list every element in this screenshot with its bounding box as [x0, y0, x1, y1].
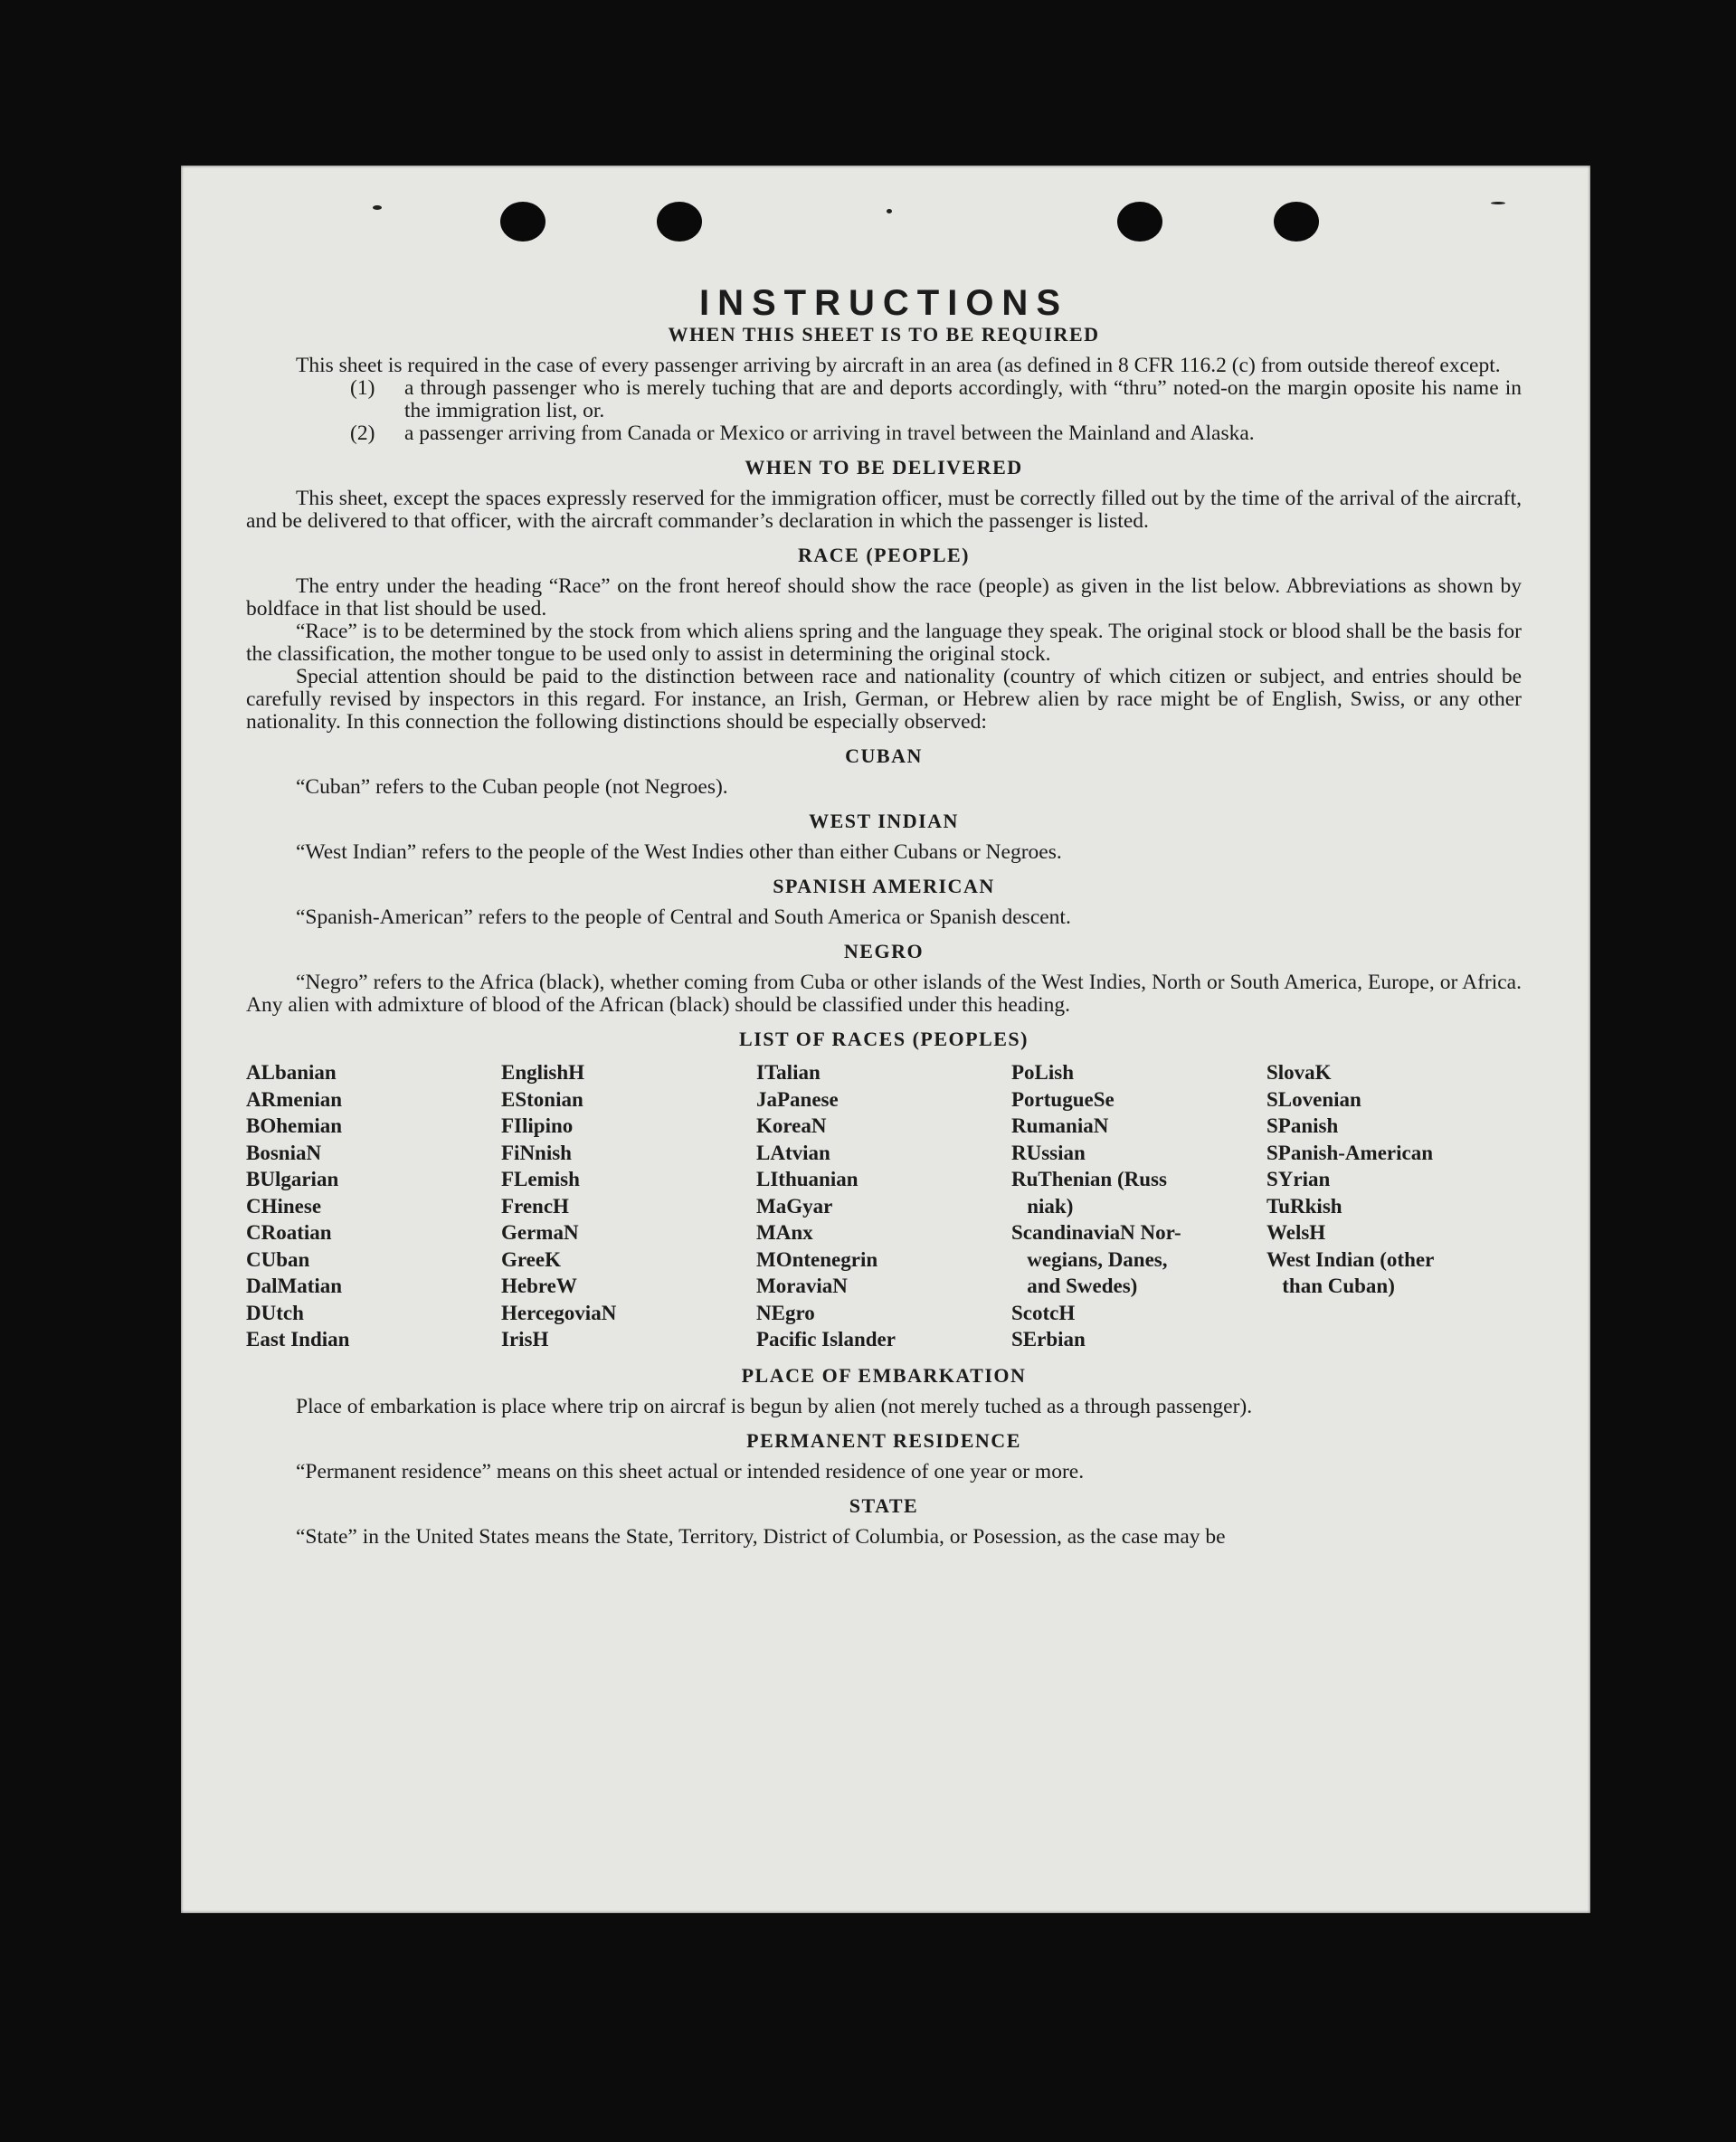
heading-spanish-american: SPANISH AMERICAN	[773, 875, 995, 897]
race-item: IrisH	[501, 1328, 549, 1351]
races-column	[756, 1059, 1011, 1353]
speck	[887, 209, 892, 213]
race-item: FrencH	[501, 1194, 569, 1218]
race-item: PortugueSe	[1011, 1087, 1115, 1111]
page-title: INSTRUCTIONS	[699, 283, 1068, 323]
race-item: GreeK	[501, 1247, 561, 1271]
race-item: BOhemian	[246, 1114, 343, 1137]
race-item: CHinese	[246, 1194, 322, 1218]
heading-embarkation: PLACE OF EMBARKATION	[741, 1363, 1027, 1387]
heading-west-indian: WEST INDIAN	[809, 810, 959, 832]
race-item: ScandinaviaN Nor-	[1011, 1221, 1181, 1244]
exception-list	[246, 377, 1522, 445]
race-item: RumaniaN	[1011, 1114, 1109, 1137]
race-item: EnglishH	[501, 1061, 585, 1084]
race-item: Pacific Islander	[756, 1328, 896, 1351]
item-number: (1)	[350, 376, 375, 400]
cuban-text: “Cuban” refers to the Cuban people (not Negroes).	[296, 775, 728, 799]
speck	[373, 205, 382, 210]
race-item: PoLish	[1011, 1061, 1075, 1084]
race-item: MoraviaN	[756, 1275, 848, 1297]
race-item: MAnx	[756, 1221, 813, 1244]
race-item: niak)	[1011, 1194, 1074, 1218]
when-required-intro: This sheet is required in the case of every passenger arriving by aircraft in an area (as defined in 8 CFR 116.2 (c) from outside thereof except.	[296, 354, 1501, 377]
race-item: BUlgarian	[246, 1168, 339, 1190]
heading-state: STATE	[849, 1493, 919, 1517]
west-indian-text: “West Indian” refers to the people of the West Indies other than either Cubans or Negroes.	[296, 840, 1062, 864]
race-item: LIthuanian	[756, 1168, 859, 1190]
heading-cuban: CUBAN	[845, 744, 923, 767]
race-item: DUtch	[246, 1301, 304, 1324]
race-item: HercegoviaN	[501, 1301, 617, 1324]
race-item: ScotcH	[1011, 1301, 1076, 1324]
race-item: KoreaN	[756, 1114, 827, 1137]
punch-hole	[1117, 202, 1162, 242]
race-item: TuRkish	[1266, 1194, 1342, 1218]
races-column	[1266, 1059, 1522, 1353]
races-column	[501, 1059, 756, 1353]
heading-negro: NEGRO	[843, 940, 925, 962]
race-item: HebreW	[501, 1275, 577, 1297]
item-text: a passenger arriving from Canada or Mexico or arriving in travel between the Mainland and Alaska.	[404, 422, 1255, 445]
race-item: SErbian	[1011, 1328, 1086, 1351]
race-item: ALbanian	[246, 1061, 337, 1084]
race-item: ITalian	[756, 1061, 821, 1084]
embarkation-text: Place of embarkation is place where trip on aircraf is begun by alien (not merely tuched as a through passenger).	[296, 1394, 1253, 1418]
races-list	[246, 1059, 1522, 1353]
race-item: DalMatian	[246, 1275, 343, 1297]
race-item: FiNnish	[501, 1141, 572, 1164]
race-item: FIlipino	[501, 1114, 574, 1137]
heading-when-delivered: WHEN TO BE DELIVERED	[745, 456, 1023, 479]
race-item: RUssian	[1011, 1141, 1086, 1164]
heading-race: RACE (PEOPLE)	[798, 544, 970, 566]
residence-text: “Permanent residence” means on this sheet actual or intended residence of one year or more.	[296, 1459, 1085, 1483]
race-item: wegians, Danes,	[1011, 1247, 1168, 1271]
spanish-american-text: “Spanish-American” refers to the people of Central and South America or Spanish descent.	[296, 905, 1071, 929]
speck	[1491, 202, 1505, 204]
race-item: than Cuban)	[1266, 1275, 1395, 1297]
race-paragraph: Special attention should be paid to the distinction between race and nationality (country of which citizen or subject, and entries should be carefully revised by inspectors in this regard. For instance, an Irish, German, or Hebrew alien by race might be of English, Swiss, or any other nationality. In this connection the following distinctions should be especially observed:	[246, 665, 1522, 734]
exception-item	[350, 422, 1522, 445]
races-column	[246, 1059, 501, 1353]
race-item: FLemish	[501, 1168, 580, 1190]
punch-hole	[500, 202, 545, 242]
race-paragraph: The entry under the heading “Race” on the front hereof should show the race (people) as given in the list below. Abbreviations as shown by boldface in that list should be used.	[246, 574, 1522, 621]
race-item: SLovenian	[1266, 1087, 1361, 1111]
negro-text: “Negro” refers to the Africa (black), whether coming from Cuba or other islands of the West Indies, North or South America, Europe, or Africa. Any alien with admixture of blood of the African (black) should be classified under this heading.	[246, 971, 1522, 1017]
race-item: West Indian (other	[1266, 1247, 1435, 1271]
race-paragraph: “Race” is to be determined by the stock from which aliens spring and the language they speak. The original stock or blood shall be the basis for the classification, the mother tongue to be used only to assist in determining the original stock.	[246, 620, 1522, 666]
race-item: SPanish-American	[1266, 1141, 1433, 1164]
punch-hole	[657, 202, 702, 242]
race-item: RuThenian (Russ	[1011, 1168, 1167, 1190]
when-delivered-text: This sheet, except the spaces expressly reserved for the immigration officer, must be correctly filled out by the time of the arrival of the aircraft, and be delivered to that officer, with the aircraft commander’s declaration in which the passenger is listed.	[246, 487, 1522, 533]
race-item: SlovaK	[1266, 1061, 1332, 1084]
race-item: and Swedes)	[1011, 1275, 1138, 1297]
race-item: GermaN	[501, 1221, 579, 1244]
instructions-content	[246, 283, 1522, 1549]
punch-hole	[1274, 202, 1319, 242]
races-column	[1011, 1059, 1266, 1353]
race-item: ARmenian	[246, 1087, 343, 1111]
item-number: (2)	[350, 422, 375, 445]
race-item: CUban	[246, 1247, 310, 1271]
race-item: JaPanese	[756, 1087, 839, 1111]
heading-list-of-races: LIST OF RACES (PEOPLES)	[739, 1028, 1029, 1050]
heading-permanent-residence: PERMANENT RESIDENCE	[746, 1428, 1021, 1452]
race-item: LAtvian	[756, 1141, 830, 1164]
race-item: BosniaN	[246, 1141, 322, 1164]
exception-item	[350, 377, 1522, 422]
race-item: East Indian	[246, 1328, 350, 1351]
race-item: SYrian	[1266, 1168, 1331, 1190]
race-item: MOntenegrin	[756, 1247, 878, 1271]
race-item: SPanish	[1266, 1114, 1339, 1137]
heading-when-required: WHEN THIS SHEET IS TO BE REQUIRED	[668, 323, 1100, 346]
state-text: “State” in the United States means the State, Territory, District of Columbia, or Posession, as the case may be	[296, 1524, 1226, 1549]
race-item: WelsH	[1266, 1221, 1326, 1244]
race-item: NEgro	[756, 1301, 815, 1324]
document-sheet	[181, 166, 1590, 1913]
race-item: CRoatian	[246, 1221, 332, 1244]
race-item: EStonian	[501, 1087, 583, 1111]
race-item: MaGyar	[756, 1194, 833, 1218]
item-text: a through passenger who is merely tuching that are and deports accordingly, with “thru” noted-on the margin oposite his name in the immigration list, or.	[404, 376, 1522, 422]
